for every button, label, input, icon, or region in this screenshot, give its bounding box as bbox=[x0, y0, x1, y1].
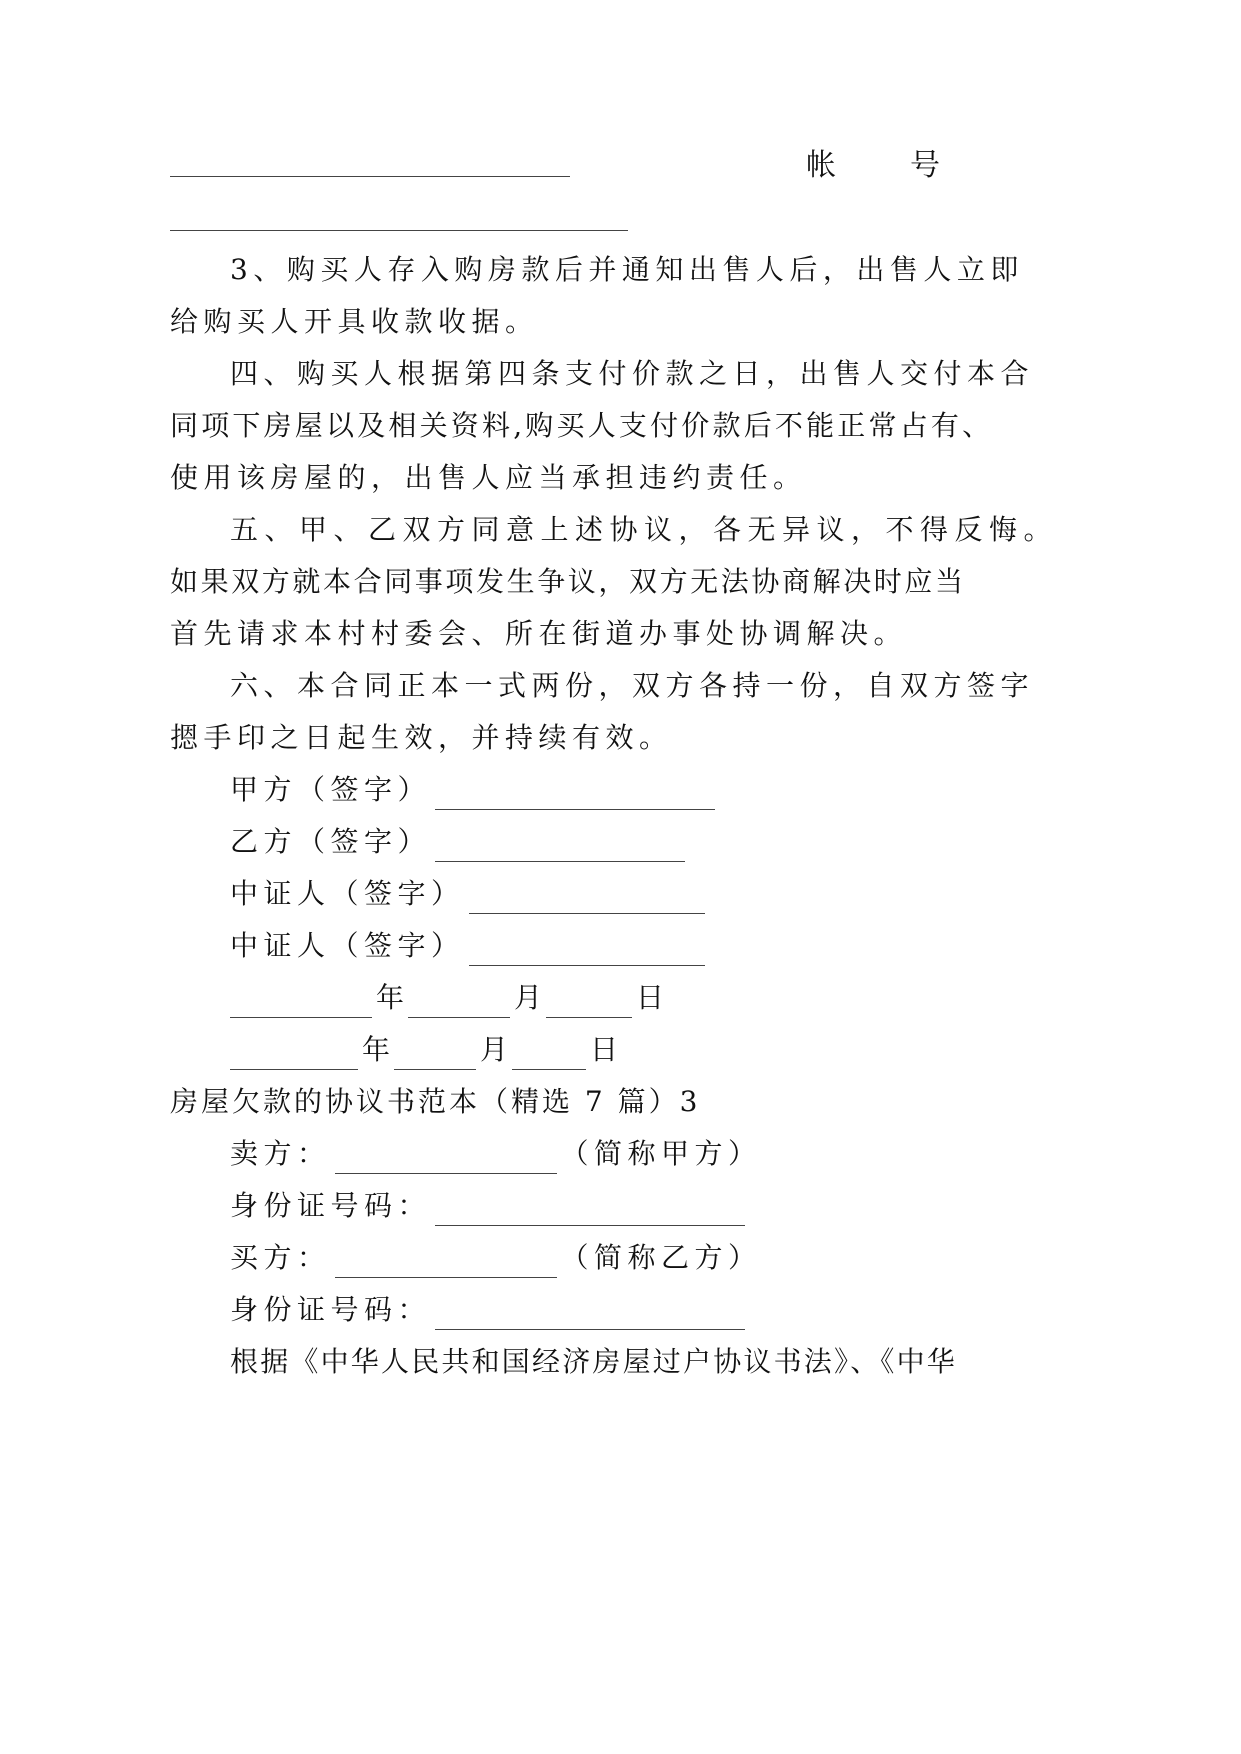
date-2-day-label: 日 bbox=[590, 1033, 619, 1066]
section-3-title: 房屋欠款的协议书范本（精选 7 篇）3 bbox=[170, 1085, 701, 1118]
account-label-hao: 号 bbox=[910, 148, 940, 183]
signature-witness-2 bbox=[230, 926, 709, 966]
seller-row bbox=[230, 1134, 762, 1174]
date-2-month-blank[interactable] bbox=[394, 1043, 476, 1070]
seller-id-blank[interactable] bbox=[435, 1199, 745, 1226]
signature-party-a-blank[interactable] bbox=[435, 783, 715, 810]
buyer-id-label: 身份证号码： bbox=[230, 1293, 432, 1326]
signature-party-a bbox=[230, 770, 719, 810]
blank-line-top-left bbox=[170, 176, 570, 177]
buyer-label: 买方： bbox=[230, 1241, 331, 1274]
date-1-day-label: 日 bbox=[636, 981, 665, 1014]
signature-witness-2-label: 中证人（签字） bbox=[230, 929, 465, 962]
paragraph-4-line-1: 四、购买人根据第四条支付价款之日，出售人交付本合 bbox=[230, 357, 1035, 390]
date-line-2 bbox=[230, 1030, 618, 1070]
signature-party-a-label: 甲方（签字） bbox=[230, 773, 432, 806]
date-2-year-blank[interactable] bbox=[230, 1043, 358, 1070]
buyer-row bbox=[230, 1238, 762, 1278]
paragraph-5-line-3: 首先请求本村村委会、所在街道办事处协调解决。 bbox=[170, 617, 908, 650]
paragraph-5-line-2: 如果双方就本合同事项发生争议，双方无法协商解决时应当 bbox=[170, 565, 966, 598]
date-1-month-blank[interactable] bbox=[408, 991, 510, 1018]
date-line-1 bbox=[230, 978, 664, 1018]
signature-witness-2-blank[interactable] bbox=[469, 939, 705, 966]
date-2-day-blank[interactable] bbox=[512, 1043, 586, 1070]
signature-witness-1-blank[interactable] bbox=[469, 887, 705, 914]
date-1-day-blank[interactable] bbox=[546, 991, 632, 1018]
buyer-id-row bbox=[230, 1290, 749, 1330]
paragraph-4-line-3: 使用该房屋的，出售人应当承担违约责任。 bbox=[170, 461, 807, 494]
signature-witness-1-label: 中证人（签字） bbox=[230, 877, 465, 910]
paragraph-3-line-1: 3、购买人存入购房款后并通知出售人后，出售人立即 bbox=[230, 253, 1024, 286]
seller-blank[interactable] bbox=[335, 1147, 557, 1174]
date-1-year-label: 年 bbox=[376, 981, 405, 1014]
paragraph-3-line-2: 给购买人开具收款收据。 bbox=[170, 305, 539, 338]
date-2-month-label: 月 bbox=[480, 1033, 509, 1066]
account-number-blank[interactable] bbox=[170, 230, 628, 231]
basis-line: 根据《中华人民共和国经济房屋过户协议书法》、《中华 bbox=[230, 1345, 958, 1378]
paragraph-6-line-2: 摁手印之日起生效，并持续有效。 bbox=[170, 721, 673, 754]
signature-party-b bbox=[230, 822, 689, 862]
date-1-month-label: 月 bbox=[514, 981, 543, 1014]
buyer-id-blank[interactable] bbox=[435, 1303, 745, 1330]
date-2-year-label: 年 bbox=[362, 1033, 391, 1066]
seller-label: 卖方： bbox=[230, 1137, 331, 1170]
buyer-blank[interactable] bbox=[335, 1251, 557, 1278]
buyer-suffix: （简称乙方） bbox=[560, 1241, 762, 1274]
account-label-zhang: 帐 bbox=[806, 148, 836, 183]
signature-party-b-label: 乙方（签字） bbox=[230, 825, 432, 858]
signature-witness-1 bbox=[230, 874, 709, 914]
date-1-year-blank[interactable] bbox=[230, 991, 372, 1018]
seller-id-label: 身份证号码： bbox=[230, 1189, 432, 1222]
seller-suffix: （简称甲方） bbox=[560, 1137, 762, 1170]
signature-party-b-blank[interactable] bbox=[435, 835, 685, 862]
paragraph-5-line-1: 五、甲、乙双方同意上述协议，各无异议，不得反悔。 bbox=[230, 513, 1059, 546]
paragraph-4-line-2: 同项下房屋以及相关资料,购买人支付价款后不能正常占有、 bbox=[170, 409, 994, 442]
seller-id-row bbox=[230, 1186, 749, 1226]
paragraph-6-line-1: 六、本合同正本一式两份，双方各持一份，自双方签字 bbox=[230, 669, 1035, 702]
